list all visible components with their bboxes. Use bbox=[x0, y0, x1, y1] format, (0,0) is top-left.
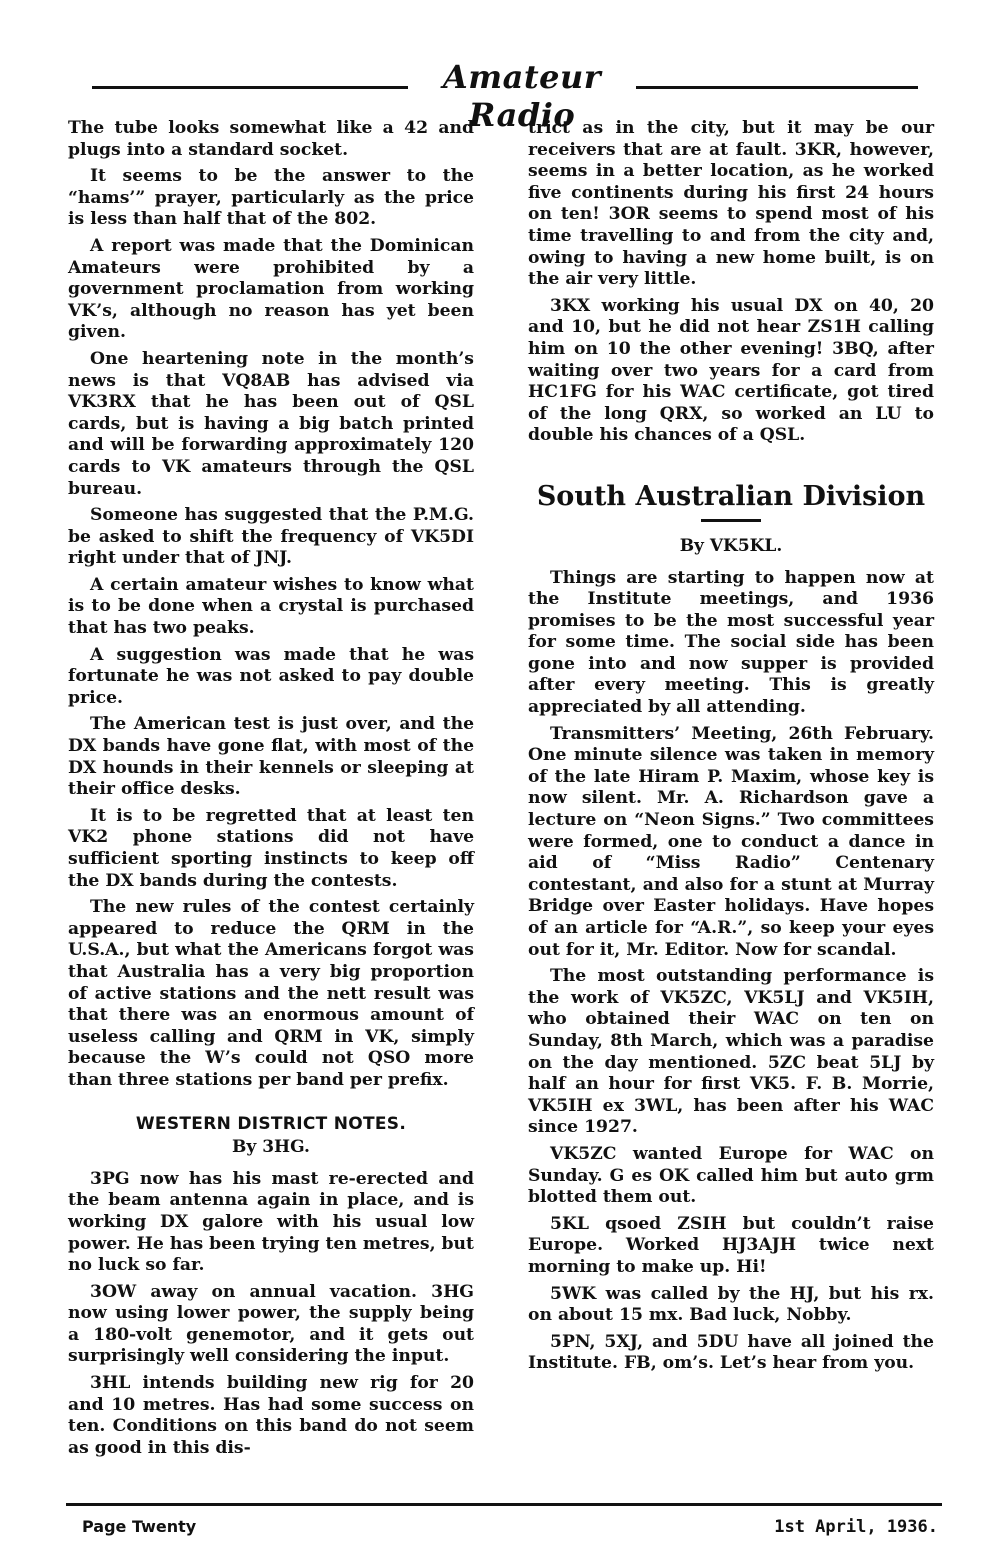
paragraph: 3OW away on annual vacation. 3HG now using lower power, the supply being a 180-volt genemotor, and it gets out surprisingly well considering the input. bbox=[68, 1281, 474, 1367]
paragraph: It is to be regretted that at least ten VK2 phone stations did not have sufficient sporting instincts to keep off the DX bands during the contests. bbox=[68, 805, 474, 891]
paragraph: 3KX working his usual DX on 40, 20 and 10, but he did not hear ZS1H calling him on 10 the other evening! 3BQ, after waiting over two years for a card from HC1FG for his WAC certificate, got tired of the long QRX, so worked an LU to double his chances of a QSL. bbox=[528, 295, 934, 446]
masthead-title: Amateur Radio bbox=[442, 58, 602, 134]
paragraph: 5WK was called by the HJ, but his rx. on about 15 mx. Bad luck, Nobby. bbox=[528, 1283, 934, 1326]
western-district-byline: By 3HG. bbox=[232, 1137, 310, 1158]
page-number: Page Twenty bbox=[82, 1517, 197, 1536]
masthead-rule-left bbox=[92, 86, 408, 89]
issue-date: 1st April, 1936. bbox=[774, 1517, 938, 1537]
paragraph: Transmitters’ Meeting, 26th February. One minute silence was taken in memory of the late Hiram P. Maxim, whose key is now silent. Mr. A. Richardson gave a lecture on “Neon Signs.” Two committees were formed, one to conduct a dance in aid of “Miss Radio” Centenary contestant, and also for a stunt at Murray Bridge over Easter holidays. Have hopes of an article for “A.R.”, so keep your eyes out for it, Mr. Editor. Now for scandal. bbox=[528, 723, 934, 960]
masthead-rule-right bbox=[636, 86, 918, 89]
paragraph: 5KL qsoed ZSIH but couldn’t raise Europe. Worked HJ3AJH twice next morning to make up. Hi! bbox=[528, 1213, 934, 1277]
paragraph: 3PG now has his mast re-erected and the beam antenna again in place, and is working DX galore with his usual low power. He has been trying ten metres, but no luck so far. bbox=[68, 1168, 474, 1276]
south-australian-byline: By VK5KL. bbox=[679, 535, 783, 556]
paragraph: 3HL intends building new rig for 20 and 10 metres. Has had some success on ten. Conditions on this band do not seem as good in this dis- bbox=[68, 1373, 474, 1458]
south-australian-division-heading: South Australian Division bbox=[536, 480, 926, 512]
paragraph: It seems to be the answer to the “hams’” prayer, particularly as the price is less than half that of the 802. bbox=[68, 166, 474, 230]
paragraph: VK5ZC wanted Europe for WAC on Sunday. G es OK called him but auto grm blotted them out. bbox=[528, 1143, 934, 1208]
paragraph: A certain amateur wishes to know what is to be done when a crystal is purchased that has two peaks. bbox=[68, 574, 474, 639]
western-district-heading: WESTERN DISTRICT NOTES. bbox=[135, 1113, 407, 1134]
paragraph: Things are starting to happen now at the Institute meetings, and 1936 promises to be the most successful year for some time. The social side has been gone into and now supper is provided after every meeting. This is greatly appreciated by all attending. bbox=[528, 567, 934, 718]
paragraph: 5PN, 5XJ, and 5DU have all joined the Institute. FB, om’s. Let’s hear from you. bbox=[528, 1331, 934, 1374]
paragraph: The most outstanding performance is the work of VK5ZC, VK5LJ and VK5IH, who obtained their WAC on ten on Sunday, 8th March, which was a paradise on the day mentioned. 5ZC beat 5LJ by half an hour for first VK5. F. B. Morrie, VK5IH ex 3WL, has been after his WAC since 1927. bbox=[528, 966, 934, 1138]
paragraph: One heartening note in the month’s news is that VQ8AB has advised via VK3RX that he has been out of QSL cards, but is having a big batch printed and will be forwarding approximately 120 cards to VK amateurs through the QSL bureau. bbox=[68, 348, 474, 499]
paragraph: A report was made that the Dominican Amateurs were prohibited by a government proclamation from working VK’s, although no reason has yet been given. bbox=[68, 235, 474, 343]
masthead bbox=[62, 58, 938, 134]
paragraph: The American test is just over, and the DX bands have gone flat, with most of the DX hounds in their kennels or sleeping at their office desks. bbox=[68, 714, 474, 800]
paragraph: trict as in the city, but it may be our receivers that are at fault. 3KR, however, seems in a better location, as he worked five continents during his first 24 hours on ten! 3OR seems to spend most of his time travelling to and from the city and, owing to having a new home built, is on the air very little. bbox=[528, 118, 934, 290]
paragraph: The new rules of the contest certainly appeared to reduce the QRM in the U.S.A., but what the Americans forgot was that Australia has a very big proportion of active stations and the nett result was that there was an enormous amount of useless calling and QRM in VK, simply because the W’s could not QSO more than three stations per band per prefix. bbox=[68, 897, 474, 1090]
left-column bbox=[68, 118, 474, 1464]
paragraph: Someone has suggested that the P.M.G. be asked to shift the frequency of VK5DI right under that of JNJ. bbox=[68, 505, 474, 569]
footer-rule bbox=[66, 1503, 942, 1506]
right-column bbox=[528, 118, 934, 1380]
paragraph: A suggestion was made that he was fortunate he was not asked to pay double price. bbox=[68, 644, 474, 708]
paragraph: The tube looks somewhat like a 42 and plugs into a standard socket. bbox=[68, 118, 474, 160]
heading-divider bbox=[701, 519, 761, 522]
